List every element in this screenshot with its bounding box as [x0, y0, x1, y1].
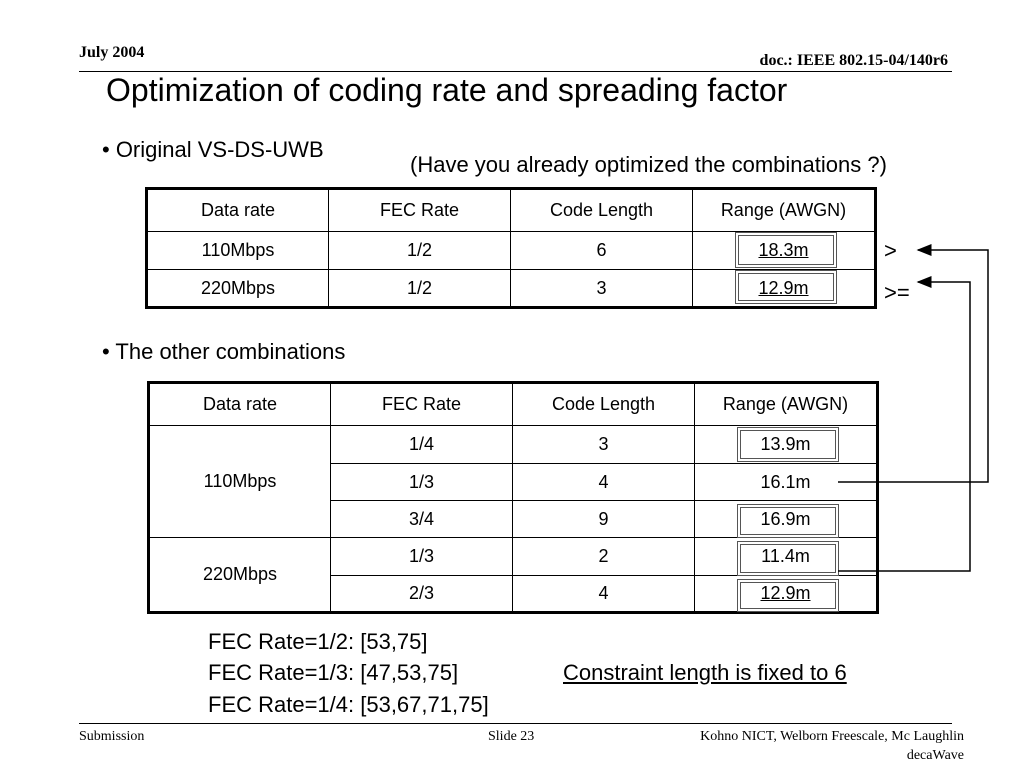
- footer-submission: Submission: [79, 729, 145, 744]
- constraint-note: Constraint length is fixed to 6: [563, 660, 847, 685]
- cell-data-rate: 220Mbps: [147, 270, 329, 308]
- cell-fec-rate: 2/3: [331, 576, 513, 613]
- header-range: Range (AWGN): [693, 189, 876, 232]
- header-range: Range (AWGN): [695, 383, 878, 426]
- cell-range: 16.9m: [695, 501, 878, 538]
- cell-range: 13.9m: [695, 426, 878, 464]
- footer-divider: [79, 723, 952, 724]
- cell-code-length: 6: [511, 232, 693, 270]
- cell-fec-rate: 3/4: [331, 501, 513, 538]
- header-doc-id: doc.: IEEE 802.15-04/140r6: [759, 52, 948, 69]
- cell-fec-rate: 1/2: [329, 270, 511, 308]
- cell-fec-rate: 1/3: [331, 464, 513, 501]
- range-value: 18.3m: [758, 240, 809, 260]
- cell-data-rate: 220Mbps: [149, 538, 331, 613]
- fec-note-1-2: FEC Rate=1/2: [53,75]: [208, 629, 428, 654]
- cell-fec-rate: 1/3: [331, 538, 513, 576]
- footer-slide-number: Slide 23: [488, 729, 535, 744]
- comparator-greater-equal: >=: [884, 280, 910, 305]
- fec-note-1-4: FEC Rate=1/4: [53,67,71,75]: [208, 692, 489, 717]
- cell-data-rate: 110Mbps: [147, 232, 329, 270]
- cell-code-length: 3: [511, 270, 693, 308]
- cell-range: 11.4m: [695, 538, 878, 576]
- header-code-length: Code Length: [513, 383, 695, 426]
- footer-authors: Kohno NICT, Welborn Freescale, Mc Laughlin: [700, 729, 964, 744]
- cell-range: 16.1m: [695, 464, 878, 501]
- bullet-original: • Original VS-DS-UWB: [102, 137, 324, 162]
- cell-code-length: 2: [513, 538, 695, 576]
- header-date: July 2004: [79, 44, 145, 61]
- header-code-length: Code Length: [511, 189, 693, 232]
- cell-code-length: 4: [513, 464, 695, 501]
- cell-data-rate: 110Mbps: [149, 426, 331, 538]
- cell-fec-rate: 1/2: [329, 232, 511, 270]
- header-fec-rate: FEC Rate: [329, 189, 511, 232]
- header-fec-rate: FEC Rate: [331, 383, 513, 426]
- cell-fec-rate: 1/4: [331, 426, 513, 464]
- cell-code-length: 3: [513, 426, 695, 464]
- header-data-rate: Data rate: [147, 189, 329, 232]
- cell-code-length: 9: [513, 501, 695, 538]
- footer-affiliation: decaWave: [906, 748, 964, 763]
- cell-code-length: 4: [513, 576, 695, 613]
- range-value: 12.9m: [760, 583, 811, 603]
- fec-note-1-3: FEC Rate=1/3: [47,53,75]: [208, 660, 459, 685]
- arrow-to-greater-equal: [838, 282, 970, 571]
- comparator-greater: >: [884, 238, 897, 263]
- arrow-to-greater: [838, 250, 988, 482]
- range-value: 12.9m: [758, 277, 809, 298]
- slide-title: Optimization of coding rate and spreading factor: [106, 72, 788, 108]
- header-data-rate: Data rate: [149, 383, 331, 426]
- question-note: (Have you already optimized the combinations ?): [410, 152, 887, 177]
- bullet-other: • The other combinations: [102, 339, 346, 364]
